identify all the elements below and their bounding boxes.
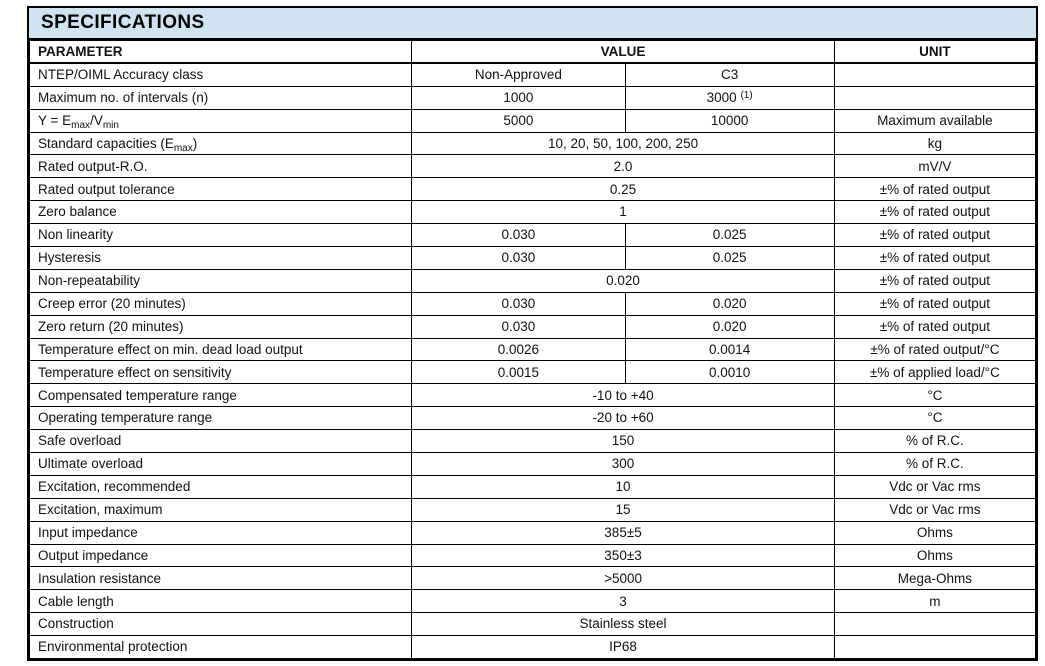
value-cell-merged: 15 (412, 498, 835, 521)
value-cell-merged: 0.020 (412, 269, 835, 292)
parameter-cell: Rated output-R.O. (30, 155, 412, 178)
value-cell-merged: 0.25 (412, 178, 835, 201)
value-cell-merged: -20 to +60 (412, 407, 835, 430)
unit-cell: ±% of rated output (834, 292, 1035, 315)
parameter-cell: $Y = E_{max}/V_{min}$ (30, 109, 412, 132)
column-header-value: VALUE (412, 41, 835, 64)
parameter-cell: Output impedance (30, 544, 412, 567)
unit-cell (834, 86, 1035, 109)
parameter-cell: Zero return (20 minutes) (30, 315, 412, 338)
table-row (30, 567, 1036, 590)
parameter-cell: Temperature effect on min. dead load output (30, 338, 412, 361)
parameter-cell: Environmental protection (30, 636, 412, 659)
table-row (30, 315, 1036, 338)
value-cell: 0.030 (412, 292, 625, 315)
unit-cell: Ohms (834, 544, 1035, 567)
value-cell: 0.030 (412, 315, 625, 338)
value-cell-merged: 350±3 (412, 544, 835, 567)
parameter-cell: Operating temperature range (30, 407, 412, 430)
parameter-cell: Standard capacities $(E_{max})$ (30, 132, 412, 155)
unit-cell: °C (834, 407, 1035, 430)
unit-cell: ±% of rated output/°C (834, 338, 1035, 361)
value-cell: Non-Approved (412, 63, 625, 86)
unit-cell: % of R.C. (834, 430, 1035, 453)
value-cell: 0.025 (625, 247, 834, 270)
table-row (30, 269, 1036, 292)
parameter-cell: Creep error (20 minutes) (30, 292, 412, 315)
unit-cell: °C (834, 384, 1035, 407)
table-row (30, 247, 1036, 270)
specifications-sheet (27, 6, 1038, 661)
value-cell: C3 (625, 63, 834, 86)
unit-cell: ±% of rated output (834, 269, 1035, 292)
value-cell: 3000 $^{(1)}$ (625, 86, 834, 109)
unit-cell (834, 613, 1035, 636)
unit-cell: ±% of rated output (834, 315, 1035, 338)
column-header-parameter: PARAMETER (30, 41, 412, 64)
value-cell-merged: 150 (412, 430, 835, 453)
parameter-cell: Input impedance (30, 521, 412, 544)
table-row (30, 384, 1036, 407)
parameter-cell: Hysteresis (30, 247, 412, 270)
unit-cell: ±% of rated output (834, 247, 1035, 270)
value-cell: 1000 (412, 86, 625, 109)
value-cell-merged: 10, 20, 50, 100, 200, 250 (412, 132, 835, 155)
table-row (30, 475, 1036, 498)
table-row (30, 178, 1036, 201)
table-body (30, 63, 1036, 658)
value-cell-merged: 10 (412, 475, 835, 498)
table-row (30, 63, 1036, 86)
value-cell-merged: 300 (412, 453, 835, 476)
unit-cell: m (834, 590, 1035, 613)
parameter-cell: Compensated temperature range (30, 384, 412, 407)
value-cell-merged: 1 (412, 201, 835, 224)
table-row (30, 155, 1036, 178)
unit-cell: ±% of rated output (834, 201, 1035, 224)
value-cell-merged: 2.0 (412, 155, 835, 178)
parameter-cell: Excitation, maximum (30, 498, 412, 521)
table-row (30, 521, 1036, 544)
value-cell: 0.020 (625, 292, 834, 315)
value-cell-merged: 3 (412, 590, 835, 613)
unit-cell: Ohms (834, 521, 1035, 544)
parameter-cell: Rated output tolerance (30, 178, 412, 201)
parameter-cell: Insulation resistance (30, 567, 412, 590)
table-row (30, 453, 1036, 476)
parameter-cell: Maximum no. of intervals (n) (30, 86, 412, 109)
parameter-cell: Temperature effect on sensitivity (30, 361, 412, 384)
table-row (30, 544, 1036, 567)
value-cell-merged: >5000 (412, 567, 835, 590)
parameter-cell: Non-repeatability (30, 269, 412, 292)
value-cell-merged: 385±5 (412, 521, 835, 544)
parameter-cell: Non linearity (30, 224, 412, 247)
parameter-cell: Ultimate overload (30, 453, 412, 476)
value-cell-merged: -10 to +40 (412, 384, 835, 407)
column-header-unit: UNIT (834, 41, 1035, 64)
unit-cell: Mega-Ohms (834, 567, 1035, 590)
table-row (30, 407, 1036, 430)
parameter-cell: Construction (30, 613, 412, 636)
unit-cell: ±% of applied load/°C (834, 361, 1035, 384)
parameter-cell: NTEP/OIML Accuracy class (30, 63, 412, 86)
parameter-cell: Cable length (30, 590, 412, 613)
table-title: SPECIFICATIONS (29, 8, 1036, 40)
unit-cell: ±% of rated output (834, 178, 1035, 201)
value-cell-merged: Stainless steel (412, 613, 835, 636)
value-cell: 10000 (625, 109, 834, 132)
value-cell: 0.0010 (625, 361, 834, 384)
unit-cell: Vdc or Vac rms (834, 498, 1035, 521)
table-row (30, 498, 1036, 521)
parameter-cell: Safe overload (30, 430, 412, 453)
value-cell: 5000 (412, 109, 625, 132)
unit-cell (834, 636, 1035, 659)
table-row (30, 201, 1036, 224)
unit-cell: mV/V (834, 155, 1035, 178)
unit-cell: Vdc or Vac rms (834, 475, 1035, 498)
unit-cell: kg (834, 132, 1035, 155)
table-row (30, 338, 1036, 361)
table-row (30, 636, 1036, 659)
value-cell: 0.020 (625, 315, 834, 338)
table-row (30, 430, 1036, 453)
table-row (30, 613, 1036, 636)
table-row (30, 132, 1036, 155)
value-cell: 0.025 (625, 224, 834, 247)
table-row (30, 224, 1036, 247)
value-cell: 0.030 (412, 224, 625, 247)
table-row (30, 590, 1036, 613)
parameter-cell: Zero balance (30, 201, 412, 224)
value-cell: 0.030 (412, 247, 625, 270)
parameter-cell: Excitation, recommended (30, 475, 412, 498)
value-cell: 0.0026 (412, 338, 625, 361)
value-cell: 0.0014 (625, 338, 834, 361)
table-row (30, 361, 1036, 384)
unit-cell: ±% of rated output (834, 224, 1035, 247)
value-cell: 0.0015 (412, 361, 625, 384)
unit-cell: % of R.C. (834, 453, 1035, 476)
specifications-table (29, 40, 1036, 659)
table-row (30, 292, 1036, 315)
table-row (30, 109, 1036, 132)
value-cell-merged: IP68 (412, 636, 835, 659)
header-row (30, 41, 1036, 64)
unit-cell: Maximum available (834, 109, 1035, 132)
unit-cell (834, 63, 1035, 86)
table-row (30, 86, 1036, 109)
